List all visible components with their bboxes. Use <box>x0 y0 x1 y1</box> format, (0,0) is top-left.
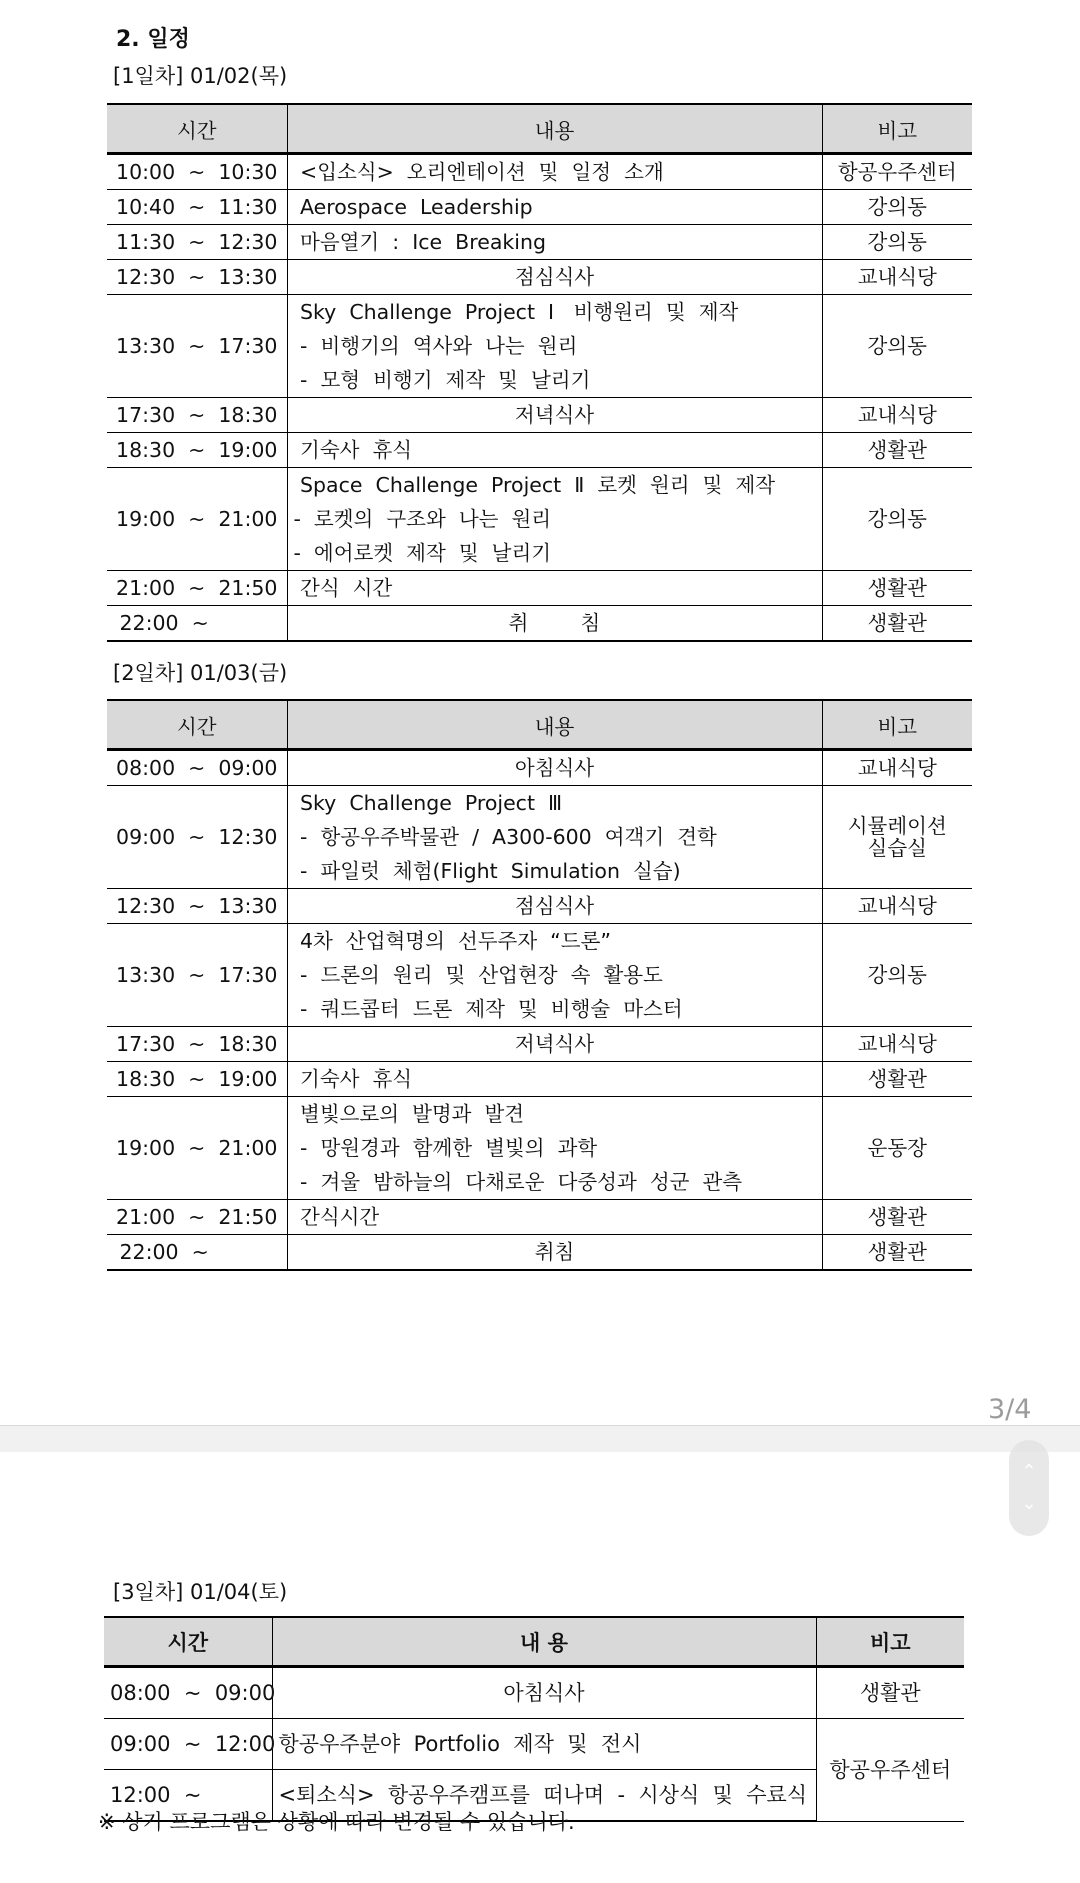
note-cell <box>822 1062 972 1097</box>
time-cell: 13:30 ~ 17:30 <box>107 295 287 398</box>
table-row <box>107 1235 972 1271</box>
content-line: 간식 시간 <box>293 576 393 600</box>
content-line: 기숙사 휴식 <box>293 438 413 462</box>
content-line: - 항공우주박물관 / A300-600 여객기 견학 <box>293 825 717 849</box>
time-cell: 18:30 ~ 19:00 <box>107 433 287 468</box>
table-row <box>107 154 972 190</box>
content-cell <box>287 1062 822 1097</box>
time-cell: 09:00 ~ 12:00 <box>104 1719 272 1770</box>
table-row <box>104 1719 964 1770</box>
note-line: 운동장 <box>867 1136 927 1160</box>
content-line: - 파일럿 체험(Flight Simulation 실습) <box>293 859 681 883</box>
note-cell <box>822 398 972 433</box>
content-line: <입소식> 오리엔테이션 및 일정 소개 <box>293 160 664 184</box>
day2-schedule-table <box>107 699 972 1271</box>
note-line: 생활관 <box>867 576 927 600</box>
note-line: 교내식당 <box>857 894 937 918</box>
content-line: - 비행기의 역사와 나는 원리 <box>293 334 578 358</box>
header-note: 비고 <box>816 1617 964 1667</box>
note-line: 교내식당 <box>857 403 937 427</box>
time-cell: 22:00 ~ <box>107 606 287 642</box>
table-row <box>107 398 972 433</box>
content-cell <box>287 433 822 468</box>
content-cell <box>272 1719 816 1770</box>
content-line: - 로켓의 구조와 나는 원리 <box>293 507 552 531</box>
time-cell: 10:00 ~ 10:30 <box>107 154 287 190</box>
content-line: 마음열기 : Ice Breaking <box>293 230 546 254</box>
note-cell <box>822 225 972 260</box>
time-cell: 09:00 ~ 12:30 <box>107 786 287 889</box>
table-row <box>107 606 972 642</box>
table-row <box>107 1027 972 1062</box>
note-cell <box>822 786 972 889</box>
content-line: 저녁식사 <box>514 1032 595 1056</box>
time-cell: 08:00 ~ 09:00 <box>104 1667 272 1719</box>
note-line: 생활관 <box>867 1067 927 1091</box>
content-cell <box>287 1235 822 1271</box>
content-cell <box>287 1200 822 1235</box>
time-cell: 19:00 ~ 21:00 <box>107 468 287 571</box>
content-line: 아침식사 <box>514 756 595 780</box>
note-cell <box>822 1235 972 1271</box>
chevron-up-icon[interactable]: ⌃ <box>1021 1461 1037 1482</box>
note-line: 생활관 <box>867 1205 927 1229</box>
content-line: Sky Challenge Project Ⅲ <box>293 791 563 815</box>
table-row <box>107 433 972 468</box>
table-row <box>107 1062 972 1097</box>
content-cell <box>287 750 822 786</box>
day3-title: [3일차] 01/04(토) <box>113 1580 288 1604</box>
note-cell <box>822 1027 972 1062</box>
content-cell <box>287 606 822 642</box>
content-cell <box>287 468 822 571</box>
section-title: 2. 일정 <box>116 27 190 52</box>
note-cell <box>822 433 972 468</box>
content-cell <box>287 571 822 606</box>
table-row <box>107 225 972 260</box>
content-cell <box>287 260 822 295</box>
day2-title: [2일차] 01/03(금) <box>113 661 288 685</box>
content-line: 취침 <box>534 1240 575 1264</box>
content-line: Aerospace Leadership <box>293 195 533 219</box>
note-line: 강의동 <box>867 195 927 219</box>
note-line: 교내식당 <box>857 265 937 289</box>
time-cell: 13:30 ~ 17:30 <box>107 924 287 1027</box>
table-row <box>107 924 972 1027</box>
note-line: 실습실 <box>867 836 927 860</box>
note-line: 교내식당 <box>857 1032 937 1056</box>
content-line: - 겨울 밤하늘의 다채로운 다중성과 성군 관측 <box>293 1170 743 1194</box>
note-line: 항공우주센터 <box>829 1757 952 1782</box>
content-line: - 망원경과 함께한 별빛의 과학 <box>293 1136 598 1160</box>
content-cell <box>287 786 822 889</box>
header-time: 시간 <box>107 104 287 154</box>
page-separator <box>0 1425 1080 1454</box>
chevron-down-icon[interactable]: ⌄ <box>1021 1493 1037 1514</box>
content-line: - 드론의 원리 및 산업현장 속 활용도 <box>293 963 663 987</box>
content-line: 간식시간 <box>293 1205 380 1229</box>
note-line: 강의동 <box>867 230 927 254</box>
content-line: <퇴소식> 항공우주캠프를 떠나며 - 시상식 및 수료식 <box>278 1783 808 1807</box>
content-cell <box>287 1097 822 1200</box>
time-cell: 12:00 ~ <box>104 1770 272 1822</box>
content-line: - 에어로켓 제작 및 날리기 <box>293 541 552 565</box>
note-cell <box>822 889 972 924</box>
time-cell: 22:00 ~ <box>107 1235 287 1271</box>
content-line: Space Challenge Project Ⅱ 로켓 원리 및 제작 <box>293 473 776 497</box>
content-line: 4차 산업혁명의 선두주자 “드론” <box>293 929 612 953</box>
note-line: 생활관 <box>867 611 927 635</box>
page-indicator: 3/4 <box>988 1394 1032 1425</box>
header-content: 내용 <box>287 700 822 750</box>
table-row <box>107 260 972 295</box>
content-line: 점심식사 <box>514 265 595 289</box>
footnote: ※ 상기 프로그램은 상황에 따라 변경될 수 있습니다. <box>98 1810 575 1834</box>
day3-schedule-table <box>104 1616 964 1822</box>
content-cell <box>287 398 822 433</box>
table-header-row <box>104 1617 964 1667</box>
note-line: 시뮬레이션 <box>847 814 947 838</box>
content-line: 저녁식사 <box>514 403 595 427</box>
note-line: 강의동 <box>867 507 927 531</box>
content-cell <box>287 154 822 190</box>
table-row <box>107 468 972 571</box>
note-cell <box>822 260 972 295</box>
time-cell: 12:30 ~ 13:30 <box>107 889 287 924</box>
note-line: 항공우주센터 <box>837 160 957 184</box>
content-line: 아침식사 <box>503 1681 585 1705</box>
note-cell <box>816 1667 964 1719</box>
header-time: 시간 <box>107 700 287 750</box>
table-row <box>107 786 972 889</box>
time-cell: 21:00 ~ 21:50 <box>107 1200 287 1235</box>
table-row <box>107 889 972 924</box>
time-cell: 11:30 ~ 12:30 <box>107 225 287 260</box>
header-note: 비고 <box>822 700 972 750</box>
content-line: 별빛으로의 발명과 발견 <box>293 1102 525 1126</box>
header-time: 시간 <box>104 1617 272 1667</box>
content-cell <box>287 889 822 924</box>
time-cell: 12:30 ~ 13:30 <box>107 260 287 295</box>
content-cell <box>272 1667 816 1719</box>
table-header-row <box>107 104 972 154</box>
note-line: 교내식당 <box>857 756 937 780</box>
note-line: 생활관 <box>867 1240 927 1264</box>
time-cell: 17:30 ~ 18:30 <box>107 1027 287 1062</box>
note-line: 생활관 <box>859 1681 921 1705</box>
time-cell: 17:30 ~ 18:30 <box>107 398 287 433</box>
header-content: 내용 <box>287 104 822 154</box>
note-cell <box>822 606 972 642</box>
note-cell <box>822 924 972 1027</box>
table-row <box>107 295 972 398</box>
content-line: - 쿼드콥터 드론 제작 및 비행술 마스터 <box>293 997 683 1021</box>
table-row <box>104 1667 964 1719</box>
header-note: 비고 <box>822 104 972 154</box>
table-row <box>107 571 972 606</box>
content-line: 기숙사 휴식 <box>293 1067 413 1091</box>
time-cell: 10:40 ~ 11:30 <box>107 190 287 225</box>
time-cell: 08:00 ~ 09:00 <box>107 750 287 786</box>
day1-schedule-table <box>107 103 972 642</box>
content-line: - 모형 비행기 제작 및 날리기 <box>293 368 591 392</box>
note-line: 생활관 <box>867 438 927 462</box>
note-cell <box>822 1200 972 1235</box>
table-row <box>107 750 972 786</box>
table-row <box>107 190 972 225</box>
table-header-row <box>107 700 972 750</box>
content-line: 취 침 <box>508 611 601 635</box>
content-line: 항공우주분야 Portfolio 제작 및 전시 <box>278 1732 642 1756</box>
content-cell <box>287 1027 822 1062</box>
note-cell <box>822 1097 972 1200</box>
content-cell <box>287 225 822 260</box>
time-cell: 18:30 ~ 19:00 <box>107 1062 287 1097</box>
content-line: 점심식사 <box>514 894 595 918</box>
note-line: 강의동 <box>867 963 927 987</box>
table-row <box>107 1097 972 1200</box>
note-cell <box>822 295 972 398</box>
day1-title: [1일차] 01/02(목) <box>113 64 288 88</box>
time-cell: 21:00 ~ 21:50 <box>107 571 287 606</box>
note-cell <box>822 468 972 571</box>
header-content: 내 용 <box>272 1617 816 1667</box>
table-row <box>107 1200 972 1235</box>
content-cell <box>287 924 822 1027</box>
scroll-widget[interactable] <box>1009 1440 1049 1536</box>
note-cell <box>822 750 972 786</box>
note-cell <box>816 1719 964 1822</box>
note-line: 강의동 <box>867 334 927 358</box>
note-cell <box>822 154 972 190</box>
note-cell <box>822 190 972 225</box>
note-cell <box>822 571 972 606</box>
time-cell: 19:00 ~ 21:00 <box>107 1097 287 1200</box>
content-cell <box>287 295 822 398</box>
content-cell <box>287 190 822 225</box>
content-line: Sky Challenge Project Ⅰ 비행원리 및 제작 <box>293 300 739 324</box>
